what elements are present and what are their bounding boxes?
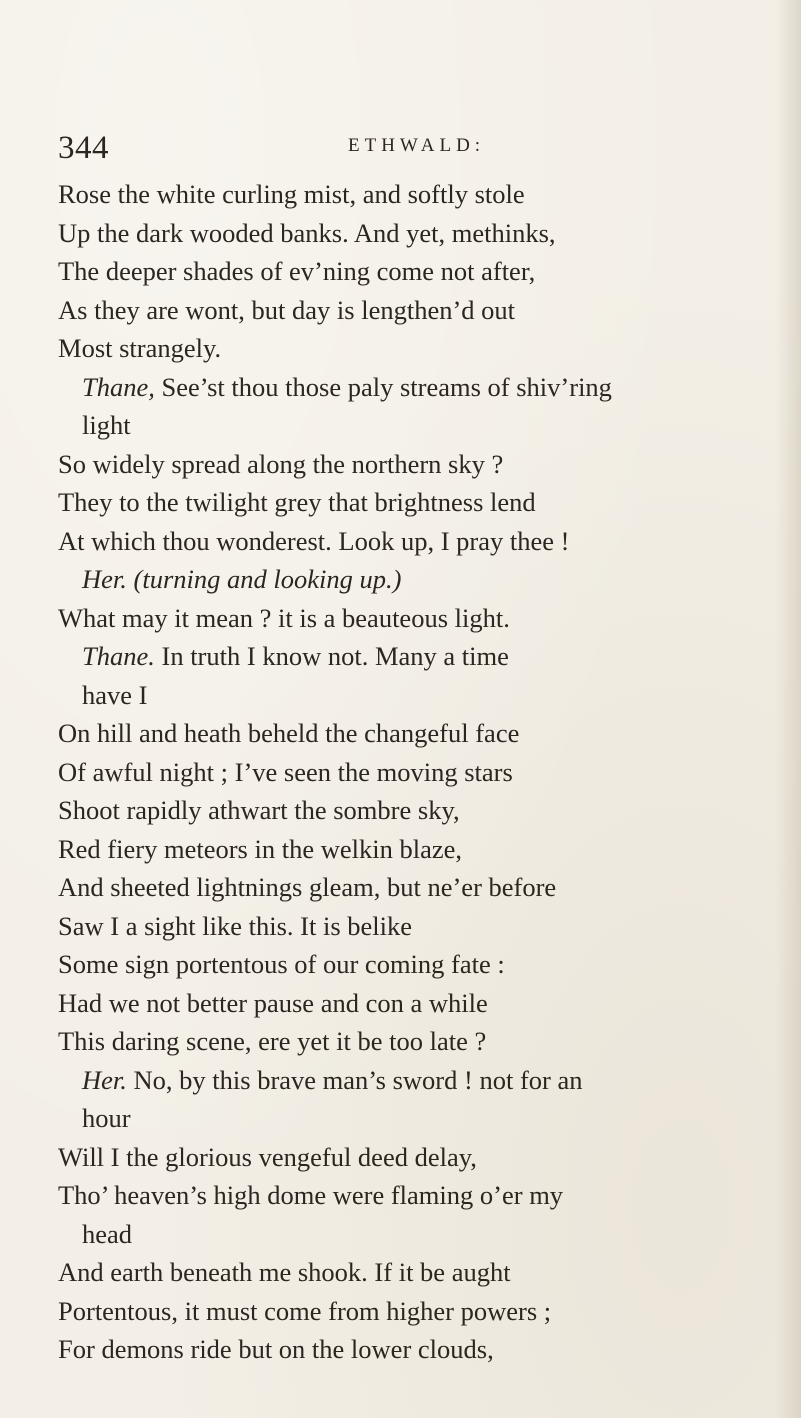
verse-line-continuation: head <box>82 1218 133 1249</box>
speech-line: Thane, See’st thou those paly streams of shiv’ring <box>82 371 612 402</box>
verse-line: As they are wont, but day is lengthen’d out <box>58 294 516 325</box>
verse-line: Most strangely. <box>58 333 222 363</box>
verse-line: This daring scene, ere yet it be too late ? <box>58 1026 487 1056</box>
verse-line-continuation: light <box>82 410 131 440</box>
verse-text <box>58 175 778 1369</box>
speaker-name: Thane, <box>82 371 155 402</box>
verse-line-continuation: have I <box>82 679 148 710</box>
page-number: 344 <box>58 130 109 166</box>
verse-line: Rose the white curling mist, and softly stole <box>58 179 525 209</box>
verse-line: And sheeted lightnings gleam, but ne’er before <box>58 872 557 902</box>
verse-line: And earth beneath me shook. If it be aught <box>58 1257 511 1287</box>
verse-line: Some sign portentous of our coming fate : <box>58 949 505 979</box>
verse-line: Red fiery meteors in the welkin blaze, <box>58 833 462 864</box>
verse-line: Tho’ heaven’s high dome were flaming o’er my <box>58 1180 564 1210</box>
verse-line: Shoot rapidly athwart the sombre sky, <box>58 795 460 825</box>
verse-line: Of awful night ; I’ve seen the moving stars <box>58 756 513 787</box>
page-header <box>58 130 758 170</box>
page-edge-shadow <box>775 0 801 1418</box>
verse-line: At which thou wonderest. Look up, I pray thee ! <box>58 525 570 556</box>
verse-line: On hill and heath beheld the changeful face <box>58 718 520 748</box>
speech-line <box>58 560 778 599</box>
verse-line: Portentous, it must come from higher powers ; <box>58 1295 552 1326</box>
verse-line: Had we not better pause and con a while <box>58 987 488 1018</box>
verse-line: They to the twilight grey that brightness lend <box>58 487 536 517</box>
speaker-name: Her. <box>82 564 127 594</box>
verse-line: The deeper shades of ev’ning come not after, <box>58 256 536 286</box>
verse-line: Up the dark wooded banks. And yet, methinks, <box>58 217 556 248</box>
speaker-name: Her. <box>82 1064 127 1095</box>
verse-line: For demons ride but on the lower clouds, <box>58 1334 494 1364</box>
verse-line-continuation: hour <box>82 1103 131 1133</box>
verse-line: So widely spread along the northern sky ? <box>58 448 504 479</box>
verse-line: Saw I a sight like this. It is belike <box>58 910 413 941</box>
stage-direction: (turning and looking up.) <box>126 564 402 594</box>
speaker-name: Thane. <box>82 641 155 671</box>
running-head: ETHWALD: <box>348 135 486 156</box>
speech-line: Her. No, by this brave man’s sword ! not for an <box>82 1064 583 1095</box>
verse-line: What may it mean ? it is a beauteous light. <box>58 602 510 633</box>
speech-line: Thane. In truth I know not. Many a time <box>82 641 509 671</box>
verse-line: Will I the glorious vengeful deed delay, <box>58 1141 477 1172</box>
